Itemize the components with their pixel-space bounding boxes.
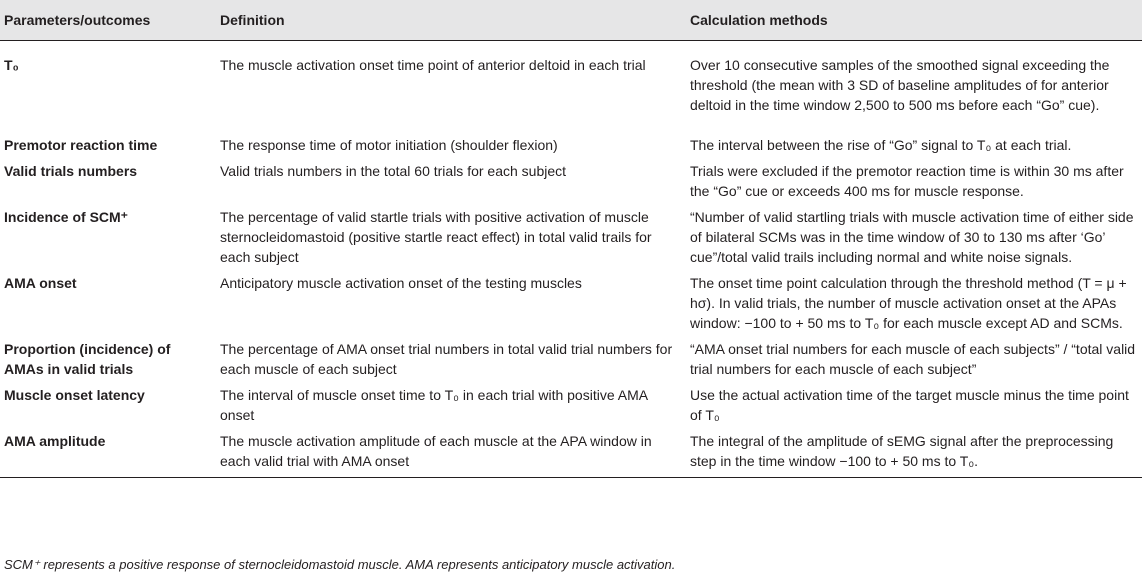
row-definition: The muscle activation onset time point of anterior deltoid in each trial — [220, 57, 646, 73]
header-parameters: Parameters/outcomes — [0, 0, 216, 41]
row-method: The integral of the amplitude of sEMG signal after the preprocessing step in the time window −100 to + 50 ms to T₀. — [686, 431, 1142, 478]
row-parameter: Incidence of SCM⁺ — [4, 208, 129, 225]
row-method: “Number of valid startling trials with muscle activation time of either side of bilateral SCMs was in the time window of 30 to 130 ms after ‘Go’ cue”/total valid trails including normal and white noise signals. — [690, 208, 1134, 265]
table-row — [0, 273, 1142, 339]
table-row — [0, 41, 1142, 135]
row-parameter: Valid trials numbers — [4, 162, 138, 179]
row-parameter: Muscle onset latency — [4, 386, 145, 403]
row-method: Trials were excluded if the premotor reaction time is within 30 ms after the “Go” cue or exceeds 400 ms for muscle response. — [690, 162, 1124, 199]
table-row — [0, 207, 1142, 273]
row-parameter: Premotor reaction time — [4, 136, 158, 153]
row-method: The interval between the rise of “Go” signal to T₀ at each trial. — [690, 136, 1072, 153]
row-method: Use the actual activation time of the target muscle minus the time point of T₀ — [690, 386, 1129, 423]
row-definition: The muscle activation amplitude of each muscle at the APA window in each valid trial with AMA onset — [216, 431, 686, 478]
table-row — [0, 385, 1142, 431]
table-row — [0, 161, 1142, 207]
table-row — [0, 135, 1142, 161]
row-parameter: T₀ — [4, 57, 19, 73]
row-parameter: AMA onset — [4, 274, 77, 291]
table-footnote: SCM⁺ represents a positive response of sternocleidomastoid muscle. AMA represents anticipatory muscle activation. — [4, 557, 676, 572]
row-method: The onset time point calculation through the threshold method (T = μ + hσ). In valid trials, the number of muscle activation onset at the APAs window: −100 to + 50 ms to T₀ for each muscle except AD and SCMs. — [690, 274, 1127, 331]
row-definition: The interval of muscle onset time to T₀ in each trial with positive AMA onset — [220, 386, 648, 423]
row-definition: The percentage of valid startle trials with positive activation of muscle sternocleidomastoid (positive startle react effect) in total valid trails for each subject — [220, 208, 652, 265]
row-method: Over 10 consecutive samples of the smoothed signal exceeding the threshold (the mean with 3 SD of baseline amplitudes of for anterior deltoid in the time window 2,500 to 500 ms before each “Go” cue). — [690, 57, 1110, 113]
row-definition: Valid trials numbers in the total 60 trials for each subject — [220, 162, 567, 179]
table-header-row — [0, 0, 1142, 41]
row-definition: The response time of motor initiation (shoulder flexion) — [220, 136, 558, 153]
row-definition: Anticipatory muscle activation onset of the testing muscles — [220, 274, 582, 291]
table-row — [0, 431, 1142, 478]
row-parameter: Proportion (incidence) of AMAs in valid trials — [4, 340, 171, 377]
row-definition: The percentage of AMA onset trial numbers in total valid trial numbers for each muscle of each subject — [220, 340, 673, 377]
header-definition: Definition — [216, 0, 686, 41]
row-parameter: AMA amplitude — [0, 431, 216, 478]
header-calculation-methods: Calculation methods — [686, 0, 1142, 41]
table-row — [0, 339, 1142, 385]
row-method: “AMA onset trial numbers for each muscle of each subjects” / “total valid trial numbers for each muscle of each subject” — [690, 340, 1136, 377]
